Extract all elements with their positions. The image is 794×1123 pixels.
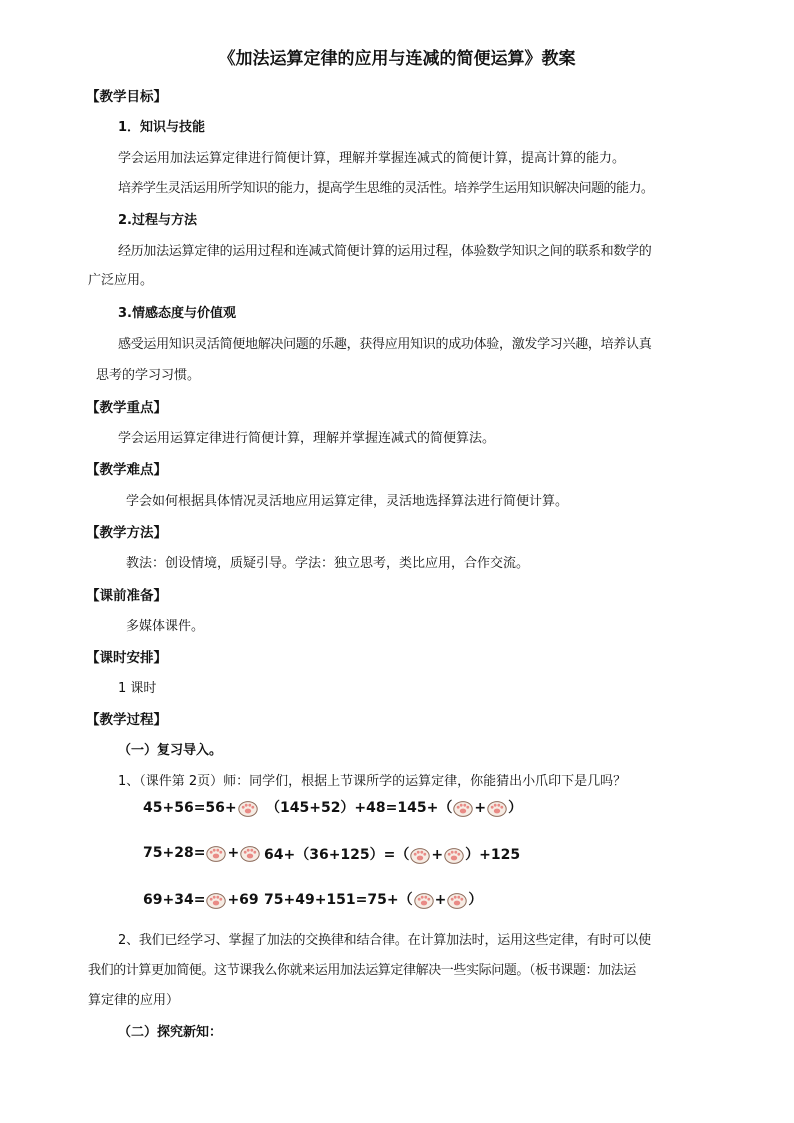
paw-print-icon bbox=[410, 847, 430, 864]
equation-text: + bbox=[474, 800, 487, 816]
equation-text: （145+52）+48=145+（ bbox=[266, 800, 453, 816]
sub-knowledge-skills: 1．知识与技能 bbox=[118, 120, 206, 135]
paw-print-icon bbox=[444, 847, 464, 864]
heading-teaching-method: 【教学方法】 bbox=[86, 525, 167, 541]
heading-difficult-points: 【教学难点】 bbox=[86, 462, 167, 478]
sub-review-intro: （一）复习导入。 bbox=[118, 743, 223, 758]
key-points-text: 学会运用运算定律进行简便计算，理解并掌握连减式的简便算法。 bbox=[118, 431, 496, 446]
question-1: 1、（课件第 2页）师：同学们，根据上节课所学的运算定律，你能猜出小爪印下是几吗？ bbox=[118, 774, 627, 789]
heading-key-points: 【教学重点】 bbox=[86, 400, 167, 416]
equation-text: ） bbox=[508, 800, 523, 816]
equation-row1-right bbox=[266, 798, 522, 818]
teaching-method-text: 教法：创设情境，质疑引导。学法：独立思考，类比应用，合作交流。 bbox=[126, 556, 530, 571]
equation-row3-left bbox=[143, 890, 259, 910]
equation-text: ） bbox=[468, 892, 483, 908]
equation-text: 69+34= bbox=[143, 892, 206, 908]
equation-text: + bbox=[434, 892, 447, 908]
sub-explore-new: （二）探究新知： bbox=[118, 1025, 223, 1040]
paw-print-icon bbox=[206, 892, 226, 909]
goal-paragraph-4b: 思考的学习习惯。 bbox=[96, 368, 201, 383]
equation-text: 45+56=56+ bbox=[143, 800, 237, 816]
equation-text: 75+28= bbox=[143, 845, 206, 861]
preparation-text: 多媒体课件。 bbox=[126, 619, 205, 634]
equation-row2-left bbox=[143, 843, 261, 863]
paw-print-icon bbox=[447, 892, 467, 909]
heading-teaching-process: 【教学过程】 bbox=[86, 712, 167, 728]
goal-paragraph-3b: 广泛应用。 bbox=[88, 273, 154, 288]
equation-row2-right bbox=[264, 845, 520, 865]
schedule-text: 1 课时 bbox=[118, 681, 157, 696]
question-2-line-2: 我们的计算更加简便。这节课我么你就来运用加法运算定律解决一些实际问题。（板书课题：加法运 bbox=[88, 963, 636, 978]
heading-preparation: 【课前准备】 bbox=[86, 588, 167, 604]
goal-paragraph-2: 培养学生灵活运用所学知识的能力，提高学生思维的灵活性。培养学生运用知识解决问题的能力。 bbox=[118, 181, 654, 196]
goal-paragraph-4a: 感受运用知识灵活简便地解决问题的乐趣，获得应用知识的成功体验，激发学习兴趣，培养认真 bbox=[118, 337, 652, 352]
equation-text: ）+125 bbox=[465, 847, 521, 863]
question-2-line-1: 2、我们已经学习、掌握了加法的交换律和结合律。在计算加法时，运用这些定律，有时可以使 bbox=[118, 933, 651, 948]
goal-paragraph-1: 学会运用加法运算定律进行简便计算，理解并掌握连减式的简便计算，提高计算的能力。 bbox=[118, 151, 626, 166]
question-2-line-3: 算定律的应用） bbox=[88, 993, 180, 1008]
heading-schedule: 【课时安排】 bbox=[86, 650, 167, 666]
paw-print-icon bbox=[206, 845, 226, 862]
sub-process-method: 2.过程与方法 bbox=[118, 213, 197, 228]
paw-print-icon bbox=[487, 800, 507, 817]
difficult-points-text: 学会如何根据具体情况灵活地应用运算定律，灵活地选择算法进行简便计算。 bbox=[126, 494, 569, 509]
equation-row3-right bbox=[264, 890, 482, 910]
paw-print-icon bbox=[414, 892, 434, 909]
goal-paragraph-3a: 经历加法运算定律的运用过程和连减式简便计算的运用过程，体验数学知识之间的联系和数学的 bbox=[118, 244, 652, 259]
page-title: 《加法运算定律的应用与连减的简便运算》教案 bbox=[218, 49, 576, 69]
equation-text: + bbox=[431, 847, 444, 863]
equation-text: + bbox=[227, 845, 240, 861]
equation-text: 64+（36+125）=（ bbox=[264, 847, 410, 863]
heading-teaching-goals: 【教学目标】 bbox=[86, 89, 167, 105]
equation-text: +69 bbox=[227, 892, 259, 908]
paw-print-icon bbox=[240, 845, 260, 862]
paw-print-icon bbox=[238, 800, 258, 817]
sub-attitude-values: 3.情感态度与价值观 bbox=[118, 306, 236, 321]
equation-text: 75+49+151=75+（ bbox=[264, 892, 413, 908]
equation-row1-left bbox=[143, 798, 259, 818]
paw-print-icon bbox=[453, 800, 473, 817]
